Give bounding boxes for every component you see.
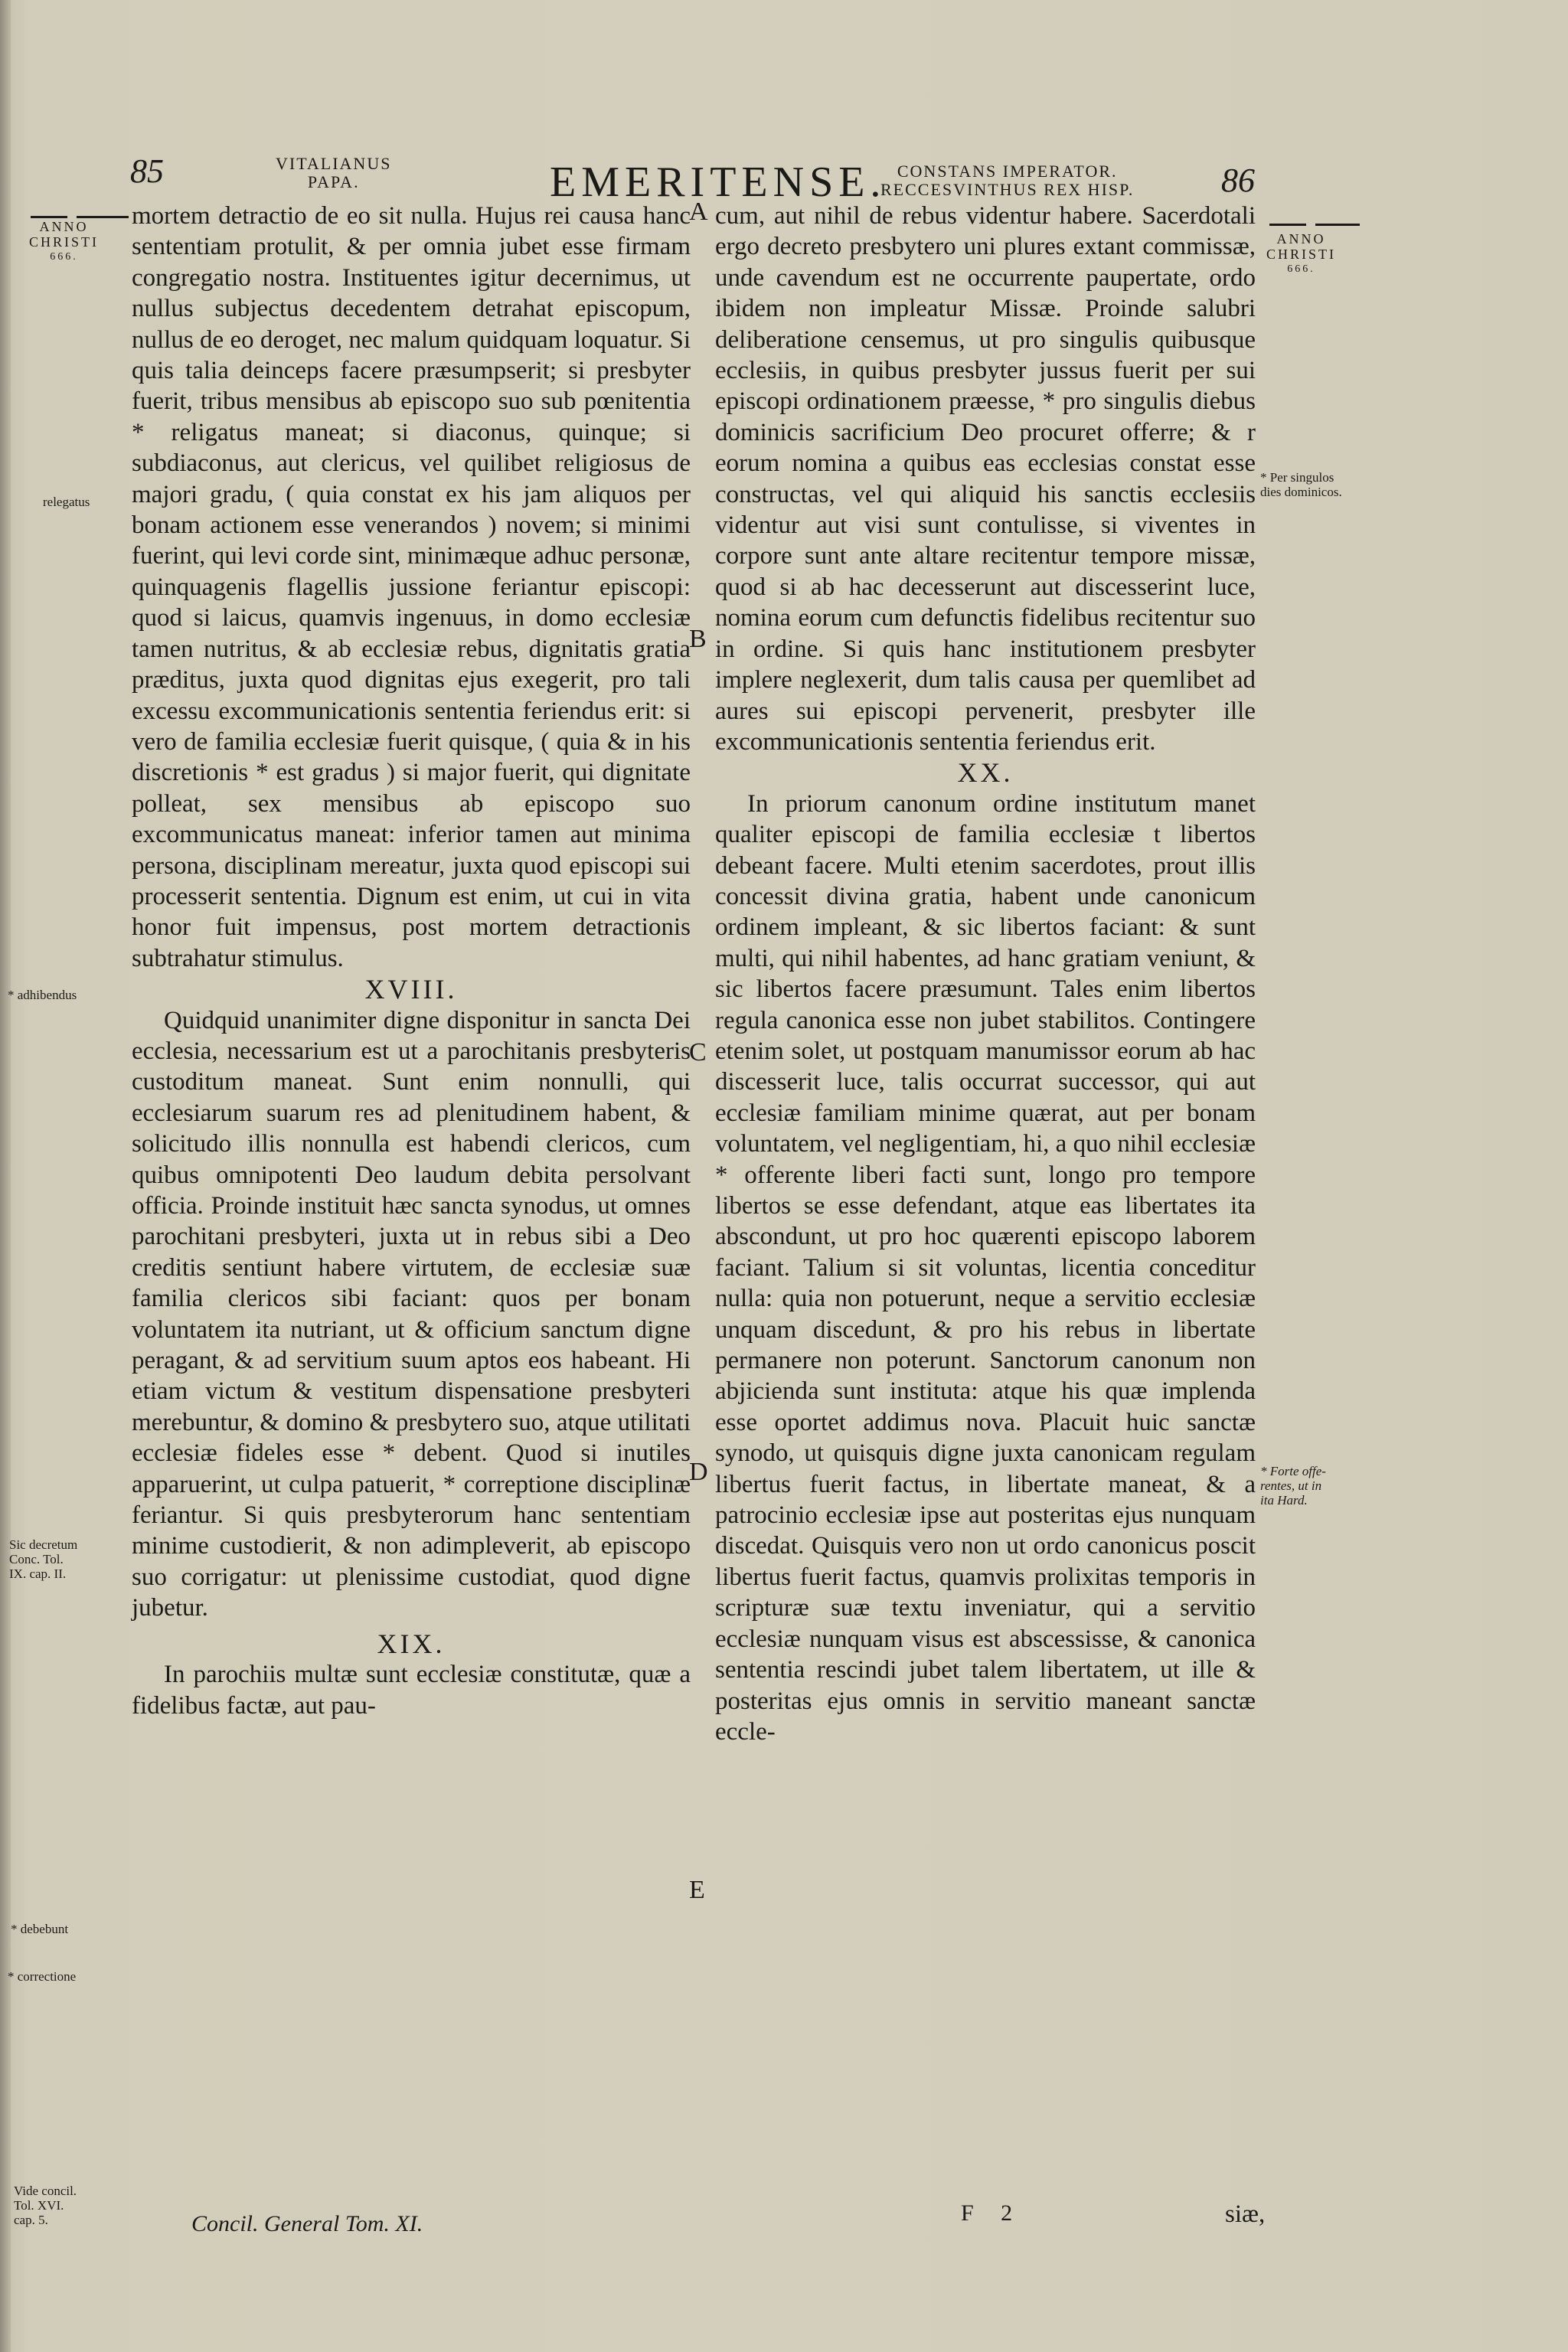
paragraph-left-1: mortem detractio de eo sit nulla. Hujus rei causa hanc sententiam protulit, & per omnia jubet esse firmam congregatio nostra. Instituentes igitur decernimus, ut nullus subjectus decedentem detrahat episcopum, nullus de eo deroget, nec malum quidquam loquatur. Si quis talia deinceps facere præsumpserit; si presbyter fuerit, tribus mensibus ab episcopo suo sub pœnitentia * religatus maneat; si diaconus, quinque; si subdiaconus, aut clericus, vel quilibet religiosus de majori gradu, ( quia constat ex his jam aliquos per bonam actionem esse venerandos ) novem; si minimi fuerint, qui levi corde sint, minimæque adhuc personæ, quinquagenis flagellis jussione feriantur episcopi: quod si laicus, quamvis ingenuus, in domo ecclesiæ tamen nutritus, & ab ecclesiæ rebus, dignitatis gratia præditus, juxta quod dignitas ejus exegerit, pro tali excessu excommunicationis sententia feriendus erit: si vero de familia ecclesiæ fuerit quisque, ( quia & in his discretionis * est gradus ) si major fuerit, qui dignitate polleat, sex mensibus ab episcopo suo excommunicatus maneat: inferior tamen aut minima persona, disciplinam mereatur, juxta quod episcopi sui processerit sententia. Dignum est enim, ut cui in vita honor fuit impensus, post mortem detractionis subtrahatur stimulus.: [132, 202, 691, 972]
anno-christi-right: ANNO CHRISTI 666.: [1266, 231, 1337, 275]
left-column: [132, 201, 691, 1721]
page-number-right: 86: [1221, 162, 1255, 199]
header-rule-left-a: [31, 216, 67, 218]
section-letter-d: D: [689, 1458, 708, 1486]
running-title: EMERITENSE.: [550, 158, 887, 206]
chapter-heading-xx: XX.: [957, 757, 1014, 789]
right-column: [715, 201, 1256, 1747]
header-rule-left-b: [77, 216, 129, 218]
emperor-name: CONSTANS IMPERATOR.: [897, 162, 1118, 181]
chapter-heading-xix: XIX.: [377, 1628, 446, 1659]
margin-note-adhibendus: * adhibendus: [8, 988, 77, 1002]
section-letter-e: E: [689, 1876, 705, 1904]
margin-note-relegatus: relegatus: [43, 495, 90, 509]
margin-note-vide-concil: Vide concil. Tol. XVI. cap. 5.: [14, 2184, 77, 2227]
paragraph-left-3: In parochiis multæ sunt ecclesiæ constitutæ, quæ a fidelibus factæ, aut pau-: [132, 1661, 691, 1720]
header-rule-right-a: [1269, 224, 1306, 226]
paragraph-left-2: Quidquid unanimiter digne disponitur in sancta Dei ecclesia, necessarium est ut a parochitanis presbyteris custoditum maneat. Sunt enim nonnulli, qui ecclesiarum suarum res ad plenitudinem habent, & solicitudo illis nonnulla est habendi clericos, cum quibus omnipotenti Deo laudum debita persolvant officia. Proinde instituit hæc sancta synodus, ut omnes parochitani presbyteri, juxta ut in rebus sibi a Deo creditis sentiunt habere virtutem, de ecclesiæ suæ familia clericos sibi faciant: quos per bonam voluntatem ita nutriant, ut & officium sanctum digne peragant, & ad servitium suum aptos eos habeant. Hi etiam victum & vestitum dispensatione presbyteri merebuntur, & domino & presbytero suo, atque utilitati ecclesiæ fideles esse * debent. Quod si inutiles apparuerint, ut culpa patuerit, * correptione disciplinæ feriantur. Si quis presbyterorum hanc sententiam minime custodierit, & non adimpleverit, ab episcopo suo corrigatur: ut plenissime custodiat, quod digne jubetur.: [132, 1006, 691, 1622]
signature-mark: F 2: [961, 2200, 1024, 2226]
pope-name: VITALIANUS: [276, 154, 392, 173]
margin-note-per-singulos: * Per singulos dies dominicos.: [1260, 470, 1342, 499]
section-letter-b: B: [689, 625, 707, 653]
anno-christi-left: ANNO CHRISTI 666.: [29, 219, 100, 263]
margin-note-sic-decretum: Sic decretum Conc. Tol. IX. cap. II.: [9, 1537, 78, 1581]
paragraph-right-1: cum, aut nihil de rebus videntur habere. Sacerdotali ergo decreto presbytero uni plures extant commissæ, unde cavendum est ne occurrente paupertate, ordo ibidem non impleatur Missæ. Proinde salubri deliberatione censemus, ut pro singulis quibusque ecclesiis, in quibus presbyter jussus fuerit per sui episcopi ordinationem præesse, * pro singulis diebus dominicis sacrificium Deo procuret offerre; & r eorum nomina a quibus eas ecclesias constat esse constructas, vel qui aliquid his sanctis ecclesiis videntur aut visi sunt contulisse, si viventes in corpore sunt ante altare recitentur tempore missæ, quod si ab hac decesserunt aut discesserint luce, nomina eorum cum defunctis fidelibus recitentur suo in ordine. Si quis hanc institutionem presbyter implere neglexerit, dum talis causa per quemlibet ad aures sui episcopi pervenerit, presbyter ille excommunicationis sententia feriendus erit.: [715, 202, 1256, 756]
king-name: RECCESVINTHUS REX HISP.: [880, 180, 1135, 199]
catchword: siæ,: [1225, 2200, 1266, 2228]
margin-note-forte: * Forte offe- rentes, ut in ita Hard.: [1260, 1464, 1326, 1508]
section-letter-a: A: [689, 198, 708, 226]
margin-note-debebunt: * debebunt: [11, 1922, 69, 1936]
book-spine: [0, 0, 11, 2352]
header-rule-right-b: [1315, 224, 1360, 226]
chapter-heading-xviii: XVIII.: [364, 974, 458, 1005]
running-head-emperor: [880, 162, 1134, 199]
margin-note-correctione: * correctione: [8, 1969, 77, 1984]
section-letter-c: C: [689, 1038, 707, 1067]
page-number-left: 85: [130, 152, 164, 190]
paragraph-right-2: In priorum canonum ordine institutum manet qualiter episcopi de familia ecclesiæ t libertos debeant facere. Multi etenim sacerdotes, prout illis concessit divina gratia, habent unde canonicum ordinem impleant, & sic libertos faciant: & sunt multi, qui nihil habentes, ad hanc gratiam veniunt, & sic libertos facere præsumunt. Tales enim libertos regula canonica esse non jubet stabilitos. Contingere etenim solet, ut postquam manumissor eorum ab hac discesserit luce, talis occurrat successor, qui aut ecclesiæ familiam minime quærat, aut per bonam voluntatem, vel negligentiam, hi, a quo nihil ecclesiæ * offerente liberi facti sunt, longo pro tempore libertos se esse defendant, atque eas libertates ita abscondunt, ut pro hoc quærenti episcopo laborem faciant. Talium si sit voluntas, licentia conceditur nulla: quia non potuerunt, neque a servitio ecclesiæ unquam discedunt, & pro his rebus in libertate permanere non poterunt. Sanctorum canonum non abjicienda sunt instituta: atque his quæ implenda esse oportet addimus nova. Placuit huic sanctæ synodo, ut quisquis digne juxta canonicam regulam libertus fuerit factus, in libertate maneat, & a patrocinio ecclesiæ ipse aut posteritas ejus nunquam discedat. Quisquis vero non ut ordo canonicus poscit libertus fuerit factus, quamvis prolixitas temporis in scripturæ suæ textu inveniatur, qui a servitio ecclesiæ nunquam visus est abscessisse, & canonica sententia rescindi jubet talem libertatem, ut ille & posteritas ejus omnis in servitio maneant sanctæ eccle-: [715, 789, 1256, 1746]
footer-citation: Concil. General Tom. XI.: [191, 2211, 423, 2236]
running-head-pope: [276, 155, 391, 191]
pope-title: PAPA.: [307, 172, 360, 191]
